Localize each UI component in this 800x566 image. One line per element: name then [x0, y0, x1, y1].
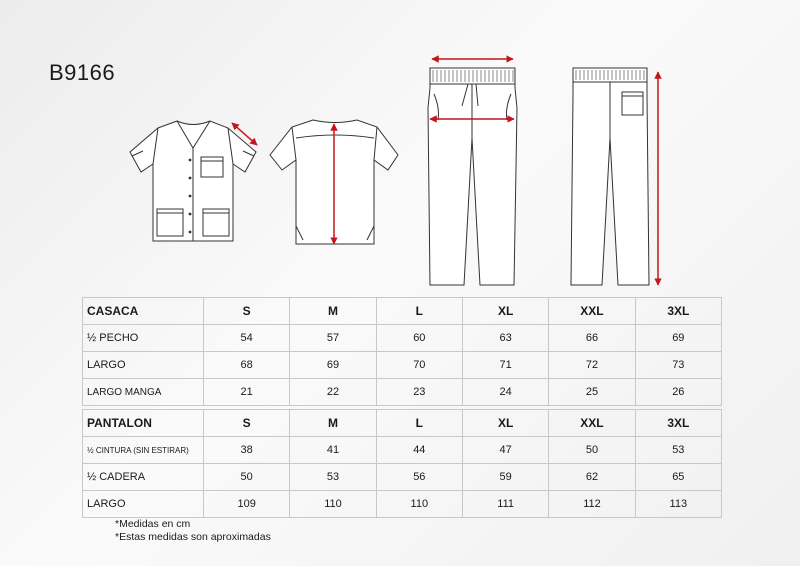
table-row	[83, 491, 722, 518]
table-cell: 69	[635, 325, 721, 352]
row-label: ½ CADERA	[83, 464, 204, 491]
shirt-front-drawing	[130, 121, 256, 241]
row-label: LARGO	[83, 491, 204, 518]
table-cell: 71	[462, 352, 548, 379]
table-cell: 68	[204, 352, 290, 379]
row-label: LARGO	[83, 352, 204, 379]
table-row	[83, 352, 722, 379]
size-header: L	[376, 410, 462, 437]
size-header: M	[290, 298, 376, 325]
table-cell: 47	[462, 437, 548, 464]
size-header: 3XL	[635, 410, 721, 437]
table-cell: 62	[549, 464, 635, 491]
size-table	[82, 297, 722, 518]
casaca-header-row	[83, 298, 722, 325]
size-header: M	[290, 410, 376, 437]
table-cell: 69	[290, 352, 376, 379]
table-cell: 26	[635, 379, 721, 406]
trousers-front-drawing	[428, 68, 517, 285]
table-cell: 70	[376, 352, 462, 379]
table-cell: 23	[376, 379, 462, 406]
table-cell: 63	[462, 325, 548, 352]
table-cell: 56	[376, 464, 462, 491]
row-label: ½ CINTURA (SIN ESTIRAR)	[83, 437, 204, 464]
pantalon-header-row	[83, 410, 722, 437]
table-cell: 110	[290, 491, 376, 518]
table-cell: 110	[376, 491, 462, 518]
size-header: XXL	[549, 410, 635, 437]
table-cell: 50	[204, 464, 290, 491]
table-cell: 65	[635, 464, 721, 491]
table-cell: 66	[549, 325, 635, 352]
pantalon-title: PANTALON	[83, 410, 204, 437]
trousers-back-drawing	[571, 68, 649, 285]
product-code: B9166	[49, 60, 116, 85]
table-cell: 38	[204, 437, 290, 464]
size-header: XL	[462, 298, 548, 325]
size-header: XL	[462, 410, 548, 437]
table-cell: 57	[290, 325, 376, 352]
table-cell: 50	[549, 437, 635, 464]
table-cell: 59	[462, 464, 548, 491]
table-cell: 54	[204, 325, 290, 352]
size-header: XXL	[549, 298, 635, 325]
table-row	[83, 437, 722, 464]
table-cell: 22	[290, 379, 376, 406]
footnotes	[115, 518, 271, 544]
table-cell: 41	[290, 437, 376, 464]
footnote-units: *Medidas en cm	[115, 518, 191, 530]
size-header: L	[376, 298, 462, 325]
table-row	[83, 325, 722, 352]
table-cell: 60	[376, 325, 462, 352]
size-header: S	[204, 298, 290, 325]
row-label: LARGO MANGA	[83, 379, 204, 406]
table-cell: 21	[204, 379, 290, 406]
table-cell: 112	[549, 491, 635, 518]
table-cell: 113	[635, 491, 721, 518]
size-header: 3XL	[635, 298, 721, 325]
table-cell: 109	[204, 491, 290, 518]
footnote-approx: *Estas medidas son aproximadas	[115, 531, 271, 543]
casaca-title: CASACA	[83, 298, 204, 325]
table-cell: 44	[376, 437, 462, 464]
row-label: ½ PECHO	[83, 325, 204, 352]
table-cell: 24	[462, 379, 548, 406]
table-cell: 53	[290, 464, 376, 491]
table-row	[83, 464, 722, 491]
table-cell: 73	[635, 352, 721, 379]
table-cell: 53	[635, 437, 721, 464]
table-cell: 25	[549, 379, 635, 406]
size-header: S	[204, 410, 290, 437]
table-cell: 111	[462, 491, 548, 518]
table-row	[83, 379, 722, 406]
table-cell: 72	[549, 352, 635, 379]
